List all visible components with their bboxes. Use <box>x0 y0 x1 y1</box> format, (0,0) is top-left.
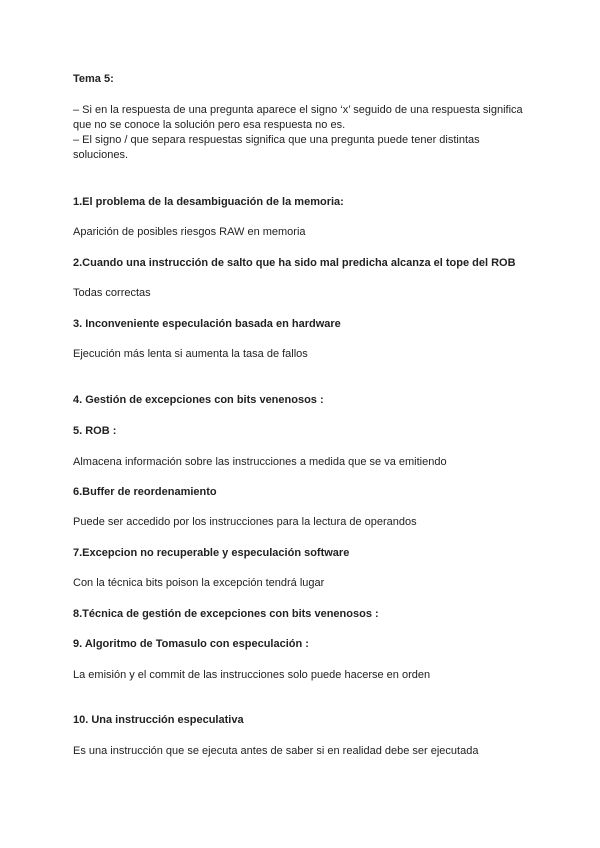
answer-10: Es una instrucción que se ejecuta antes de saber si en realidad debe ser ejecutada <box>73 745 479 757</box>
question-8: 8.Técnica de gestión de excepciones con bits venenosos : <box>73 608 379 620</box>
answer-9: La emisión y el commit de las instrucciones solo puede hacerse en orden <box>73 669 431 681</box>
question-6: 6.Buffer de reordenamiento <box>73 486 217 498</box>
note-line: – El signo / que separa respuestas significa que una pregunta puede tener distintas <box>73 134 480 146</box>
answer-2: Todas correctas <box>73 287 151 299</box>
note-line: soluciones. <box>73 149 129 161</box>
question-7: 7.Excepcion no recuperable y especulación software <box>73 547 350 559</box>
question-2: 2.Cuando una instrucción de salto que ha sido mal predicha alcanza el tope del ROB <box>73 257 516 269</box>
question-4: 4. Gestión de excepciones con bits venenosos : <box>73 394 324 406</box>
note-line: que no se conoce la solución pero esa respuesta no es. <box>73 119 346 131</box>
question-5: 5. ROB : <box>73 425 117 437</box>
answer-1: Aparición de posibles riesgos RAW en memoria <box>73 226 306 238</box>
answer-6: Puede ser accedido por los instrucciones para la lectura de operandos <box>73 516 417 528</box>
question-9: 9. Algoritmo de Tomasulo con especulación : <box>73 638 309 650</box>
question-3: 3. Inconveniente especulación basada en hardware <box>73 318 341 330</box>
question-10: 10. Una instrucción especulativa <box>73 714 244 726</box>
document-title: Tema 5: <box>73 73 114 85</box>
answer-5: Almacena información sobre las instrucciones a medida que se va emitiendo <box>73 456 447 468</box>
note-line: – Si en la respuesta de una pregunta aparece el signo ‘x’ seguido de una respuesta significa <box>73 104 523 116</box>
question-1: 1.El problema de la desambiguación de la memoria: <box>73 196 344 208</box>
answer-7: Con la técnica bits poison la excepción tendrá lugar <box>73 577 325 589</box>
answer-3: Ejecución más lenta si aumenta la tasa de fallos <box>73 348 308 360</box>
